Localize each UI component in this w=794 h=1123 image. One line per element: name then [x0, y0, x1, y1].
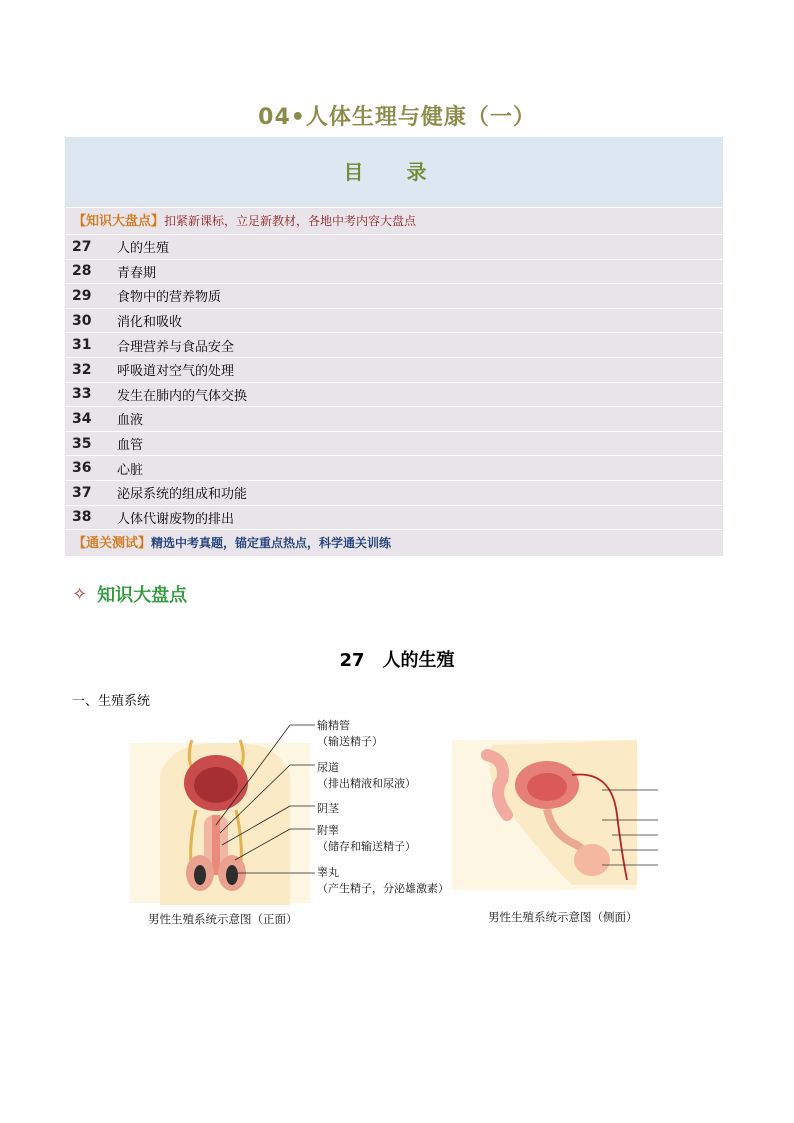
chapter-name: 人的生殖: [382, 650, 455, 671]
toc-item-label: 人的生殖: [117, 241, 170, 257]
toc-item-label: 泌尿系统的组成和功能: [117, 487, 248, 503]
toc-item[interactable]: [65, 480, 723, 505]
toc-item-number: 33: [72, 386, 92, 403]
toc-item-label: 食物中的营养物质: [117, 290, 222, 306]
toc-item[interactable]: [65, 332, 723, 357]
callout-urethra: 尿道 （排出精液和尿液）: [317, 761, 416, 790]
toc-heading: 目 录: [65, 137, 723, 207]
side-view-diagram: [452, 735, 662, 895]
section-heading: [72, 581, 187, 607]
toc-item[interactable]: [65, 505, 723, 530]
toc-item-number: 36: [72, 460, 92, 477]
front-view-caption: 男性生殖系统示意图（正面）: [148, 912, 298, 926]
toc-item[interactable]: [65, 283, 723, 308]
toc-item-number: 32: [72, 361, 92, 378]
toc-bottom-band-text: 精选中考真题，锚定重点热点，科学通关训练: [151, 536, 392, 551]
subsection-heading: 一、生殖系统: [72, 694, 151, 709]
toc-item-number: 31: [72, 337, 92, 354]
toc-item[interactable]: [65, 455, 723, 480]
callout-testis: 睾丸 （产生精子，分泌雄激素）: [317, 866, 449, 895]
toc-top-band[interactable]: [65, 207, 723, 234]
toc-item-number: 28: [72, 263, 92, 280]
document-title: 04•人体生理与健康（一）: [258, 105, 536, 130]
toc-item-label: 发生在肺内的气体交换: [117, 388, 248, 404]
table-of-contents: [65, 137, 723, 556]
toc-top-band-tag: 【知识大盘点】: [73, 214, 165, 229]
toc-item-number: 27: [72, 238, 92, 255]
toc-item-number: 29: [72, 287, 92, 304]
toc-item-label: 血管: [117, 438, 144, 454]
toc-item[interactable]: [65, 406, 723, 431]
toc-item[interactable]: [65, 382, 723, 407]
toc-item[interactable]: [65, 234, 723, 259]
toc-top-band-text: 扣紧新课标，立足新教材，各地中考内容大盘点: [164, 214, 417, 228]
toc-item-label: 人体代谢废物的排出: [117, 511, 235, 527]
toc-item-label: 合理营养与食品安全: [117, 339, 235, 355]
toc-item[interactable]: [65, 308, 723, 333]
callout-penis: 阴茎: [317, 802, 339, 815]
toc-item-number: 37: [72, 484, 92, 501]
toc-item-label: 血液: [117, 413, 144, 429]
callout-epididymis: 附睾 （储存和输送精子）: [317, 824, 416, 853]
diamond-star-icon: ✧: [72, 583, 88, 605]
toc-item-label: 消化和吸收: [117, 315, 183, 331]
toc-item-number: 38: [72, 509, 92, 526]
toc-item-number: 34: [72, 410, 92, 427]
chapter-number: 27: [339, 650, 365, 671]
toc-item-label: 青春期: [117, 265, 157, 281]
callout-vas-deferens: 输精管 （输送精子）: [317, 719, 383, 748]
toc-item-label: 呼吸道对空气的处理: [117, 364, 235, 380]
section-label: 知识大盘点: [97, 585, 188, 606]
toc-item[interactable]: [65, 357, 723, 382]
toc-bottom-band[interactable]: [65, 529, 723, 556]
toc-item-label: 心脏: [117, 462, 144, 478]
toc-item-number: 35: [72, 435, 92, 452]
chapter-title: [0, 646, 794, 672]
toc-item[interactable]: [65, 259, 723, 284]
toc-item[interactable]: [65, 431, 723, 456]
toc-bottom-band-tag: 【通关测试】: [73, 536, 152, 552]
toc-item-number: 30: [72, 312, 92, 329]
side-view-caption: 男性生殖系统示意图（侧面）: [488, 910, 638, 924]
